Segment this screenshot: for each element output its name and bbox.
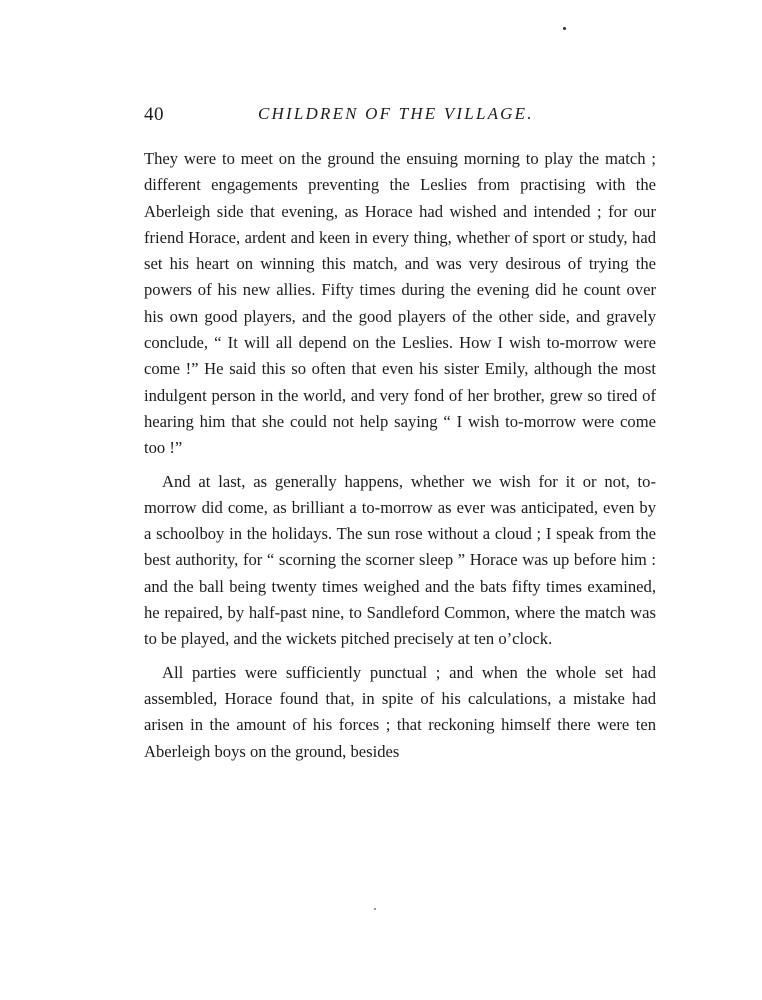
- paragraph: And at last, as generally happens, whether we wish for it or not, to-morrow did come, as brilliant a to-morrow as ever was anticipated, even by a schoolboy in the holidays. The sun rose without a cloud ; I speak from the best authority, for “ scorning the scorner sleep ” Horace was up before him : and the ball being twenty times weighed and the bats fifty times examined, he repaired, by half-past nine, to Sandleford Common, where the match was to be played, and the wickets pitched precisely at ten o’clock.: [144, 471, 656, 649]
- ink-speck: [374, 908, 376, 910]
- page-header: [144, 104, 656, 134]
- paragraph: All parties were sufficiently punctual ; and when the whole set had assembled, Horace found that, in spite of his calculations, a mistake had arisen in the amount of his forces ; that reckoning himself there were ten Aberleigh boys on the ground, besides: [144, 662, 656, 761]
- body-text: [144, 146, 656, 765]
- running-title: CHILDREN OF THE VILLAGE.: [258, 104, 534, 123]
- page-number: 40: [144, 104, 164, 125]
- ink-speck: [563, 27, 566, 30]
- paragraph: They were to meet on the ground the ensuing morning to play the match ; different engagements preventing the Leslies from practising with the Aberleigh side that evening, as Horace had wished and intended ; for our friend Horace, ardent and keen in every thing, whether of sport or study, had set his heart on winning this match, and was very desirous of trying the powers of his new allies. Fifty times during the evening did he count over his own good players, and the good players of the other side, and gravely conclude, “ It will all depend on the Leslies. How I wish to-morrow were come !” He said this so often that even his sister Emily, although the most indulgent person in the world, and very fond of her brother, grew so tired of hearing him that she could not help saying “ I wish to-morrow were come too !”: [144, 149, 656, 458]
